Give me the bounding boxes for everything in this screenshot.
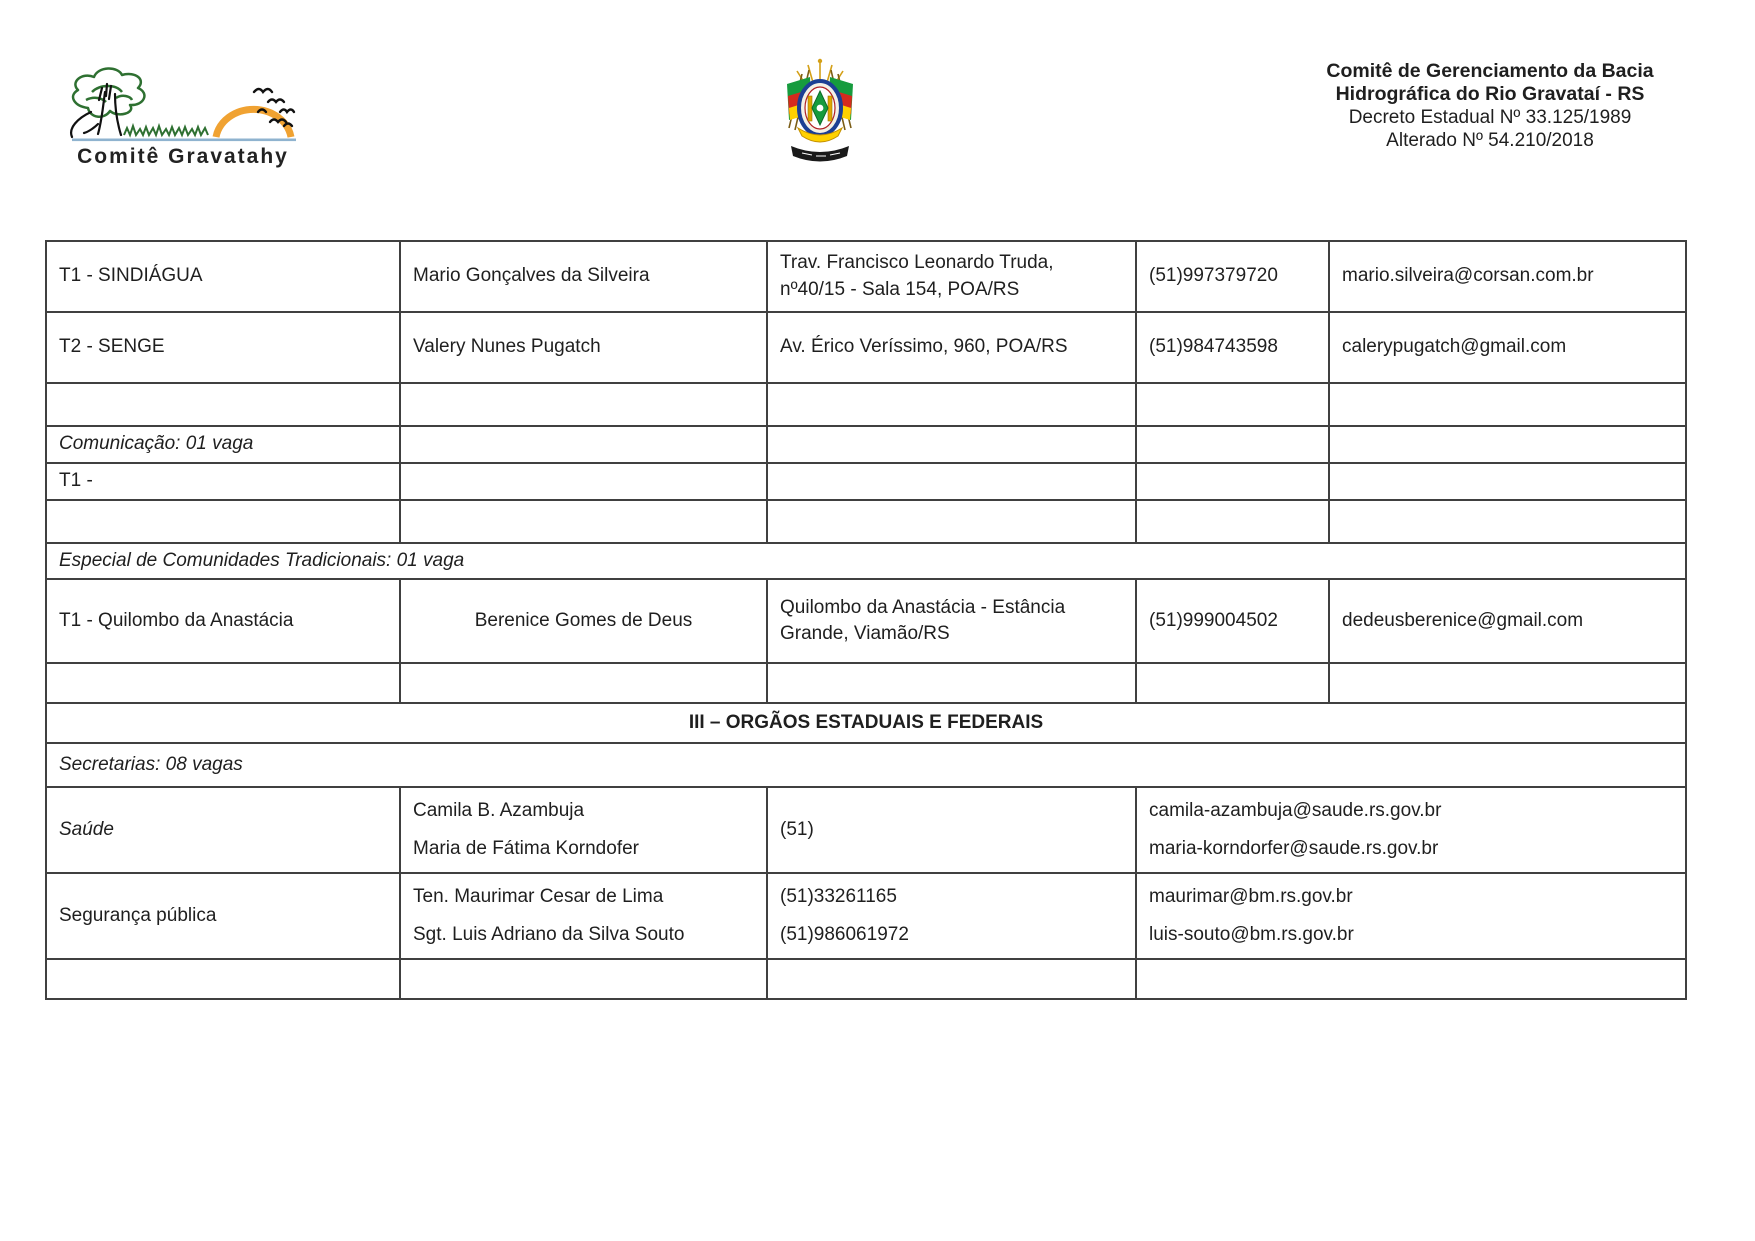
empty-cell (767, 383, 1136, 426)
cell-emails (1136, 787, 1686, 873)
representative-name: Camila B. Azambuja (413, 800, 585, 822)
empty-cell (1136, 426, 1329, 463)
members-table (45, 240, 1687, 1000)
empty-cell (46, 383, 400, 426)
phone-number: (51)986061972 (780, 924, 909, 946)
table-row (46, 426, 1686, 463)
empty-cell (1329, 426, 1686, 463)
cell-address: Av. Érico Veríssimo, 960, POA/RS (767, 312, 1136, 383)
empty-cell (400, 426, 767, 463)
table-row-empty (46, 959, 1686, 999)
cell-representative: Mario Gonçalves da Silveira (400, 241, 767, 312)
logo-illustration-icon (58, 66, 308, 144)
table-row (46, 579, 1686, 663)
empty-cell (400, 959, 767, 999)
cell-phone: (51)997379720 (1136, 241, 1329, 312)
empty-cell (1329, 463, 1686, 500)
empty-cell (1329, 663, 1686, 703)
cell-entity: T1 - (46, 463, 400, 500)
table-row-empty (46, 663, 1686, 703)
empty-cell (1329, 383, 1686, 426)
phone-number: (51)33261165 (780, 886, 897, 908)
org-title-line1: Comitê de Gerenciamento da Bacia (1326, 60, 1654, 82)
email-address: maurimar@bm.rs.gov.br (1149, 886, 1353, 908)
table-row-section (46, 703, 1686, 743)
cell-entity: T1 - SINDIÁGUA (46, 241, 400, 312)
cell-representative: Berenice Gomes de Deus (400, 579, 767, 663)
representative-name: Sgt. Luis Adriano da Silva Souto (413, 924, 685, 946)
cell-phones (767, 873, 1136, 959)
cell-representative: Valery Nunes Pugatch (400, 312, 767, 383)
org-decree: Decreto Estadual Nº 33.125/1989 (1348, 107, 1632, 128)
email-address: maria-korndorfer@saude.rs.gov.br (1149, 838, 1439, 860)
empty-cell (767, 663, 1136, 703)
empty-cell (767, 959, 1136, 999)
cell-category-label: Comunicação: 01 vaga (46, 426, 400, 463)
table-row (46, 787, 1686, 873)
cell-phone: (51)999004502 (1136, 579, 1329, 663)
cell-email: dedeusberenice@gmail.com (1329, 579, 1686, 663)
comite-gravatahy-logo (58, 66, 310, 169)
cell-entity: T2 - SENGE (46, 312, 400, 383)
empty-cell (767, 463, 1136, 500)
cell-phone: (51)984743598 (1136, 312, 1329, 383)
section-title-cell: III – ORGÃOS ESTADUAIS E FEDERAIS (46, 703, 1686, 743)
representative-name: Ten. Maurimar Cesar de Lima (413, 886, 664, 908)
cell-emails (1136, 873, 1686, 959)
empty-cell (1136, 500, 1329, 543)
section-label-cell: Secretarias: 08 vagas (46, 743, 1686, 787)
table-row-section (46, 543, 1686, 580)
empty-cell (1136, 663, 1329, 703)
table-row (46, 312, 1686, 383)
empty-cell (400, 663, 767, 703)
logo-text: Comitê Gravatahy (77, 145, 289, 168)
representative-name: Maria de Fátima Korndofer (413, 838, 639, 860)
rs-coat-of-arms-icon (780, 56, 860, 168)
empty-cell (1136, 463, 1329, 500)
section-label-cell: Especial de Comunidades Tradicionais: 01 vaga (46, 543, 1686, 580)
email-address: camila-azambuja@saude.rs.gov.br (1149, 800, 1442, 822)
empty-cell (1329, 500, 1686, 543)
empty-cell (46, 663, 400, 703)
table-row-empty (46, 383, 1686, 426)
cell-representatives (400, 873, 767, 959)
table-row (46, 463, 1686, 500)
email-address: luis-souto@bm.rs.gov.br (1149, 924, 1354, 946)
table-row-section (46, 743, 1686, 787)
org-title-line2: Hidrográfica do Rio Gravataí - RS (1335, 83, 1645, 105)
empty-cell (46, 959, 400, 999)
cell-address: Trav. Francisco Leonardo Truda, nº40/15 - Sala 154, POA/RS (767, 241, 1136, 312)
cell-email: mario.silveira@corsan.com.br (1329, 241, 1686, 312)
cell-address: Quilombo da Anastácia - Estância Grande, Viamão/RS (767, 579, 1136, 663)
cell-representatives (400, 787, 767, 873)
cell-phone: (51) (767, 787, 1136, 873)
empty-cell (1136, 959, 1686, 999)
org-amended: Alterado Nº 54.210/2018 (1386, 130, 1594, 151)
empty-cell (400, 383, 767, 426)
cell-entity: T1 - Quilombo da Anastácia (46, 579, 400, 663)
empty-cell (767, 426, 1136, 463)
table-row-empty (46, 500, 1686, 543)
empty-cell (767, 500, 1136, 543)
org-header (1315, 60, 1665, 152)
empty-cell (46, 500, 400, 543)
empty-cell (400, 500, 767, 543)
empty-cell (1136, 383, 1329, 426)
cell-email: calerypugatch@gmail.com (1329, 312, 1686, 383)
empty-cell (400, 463, 767, 500)
table-row (46, 873, 1686, 959)
table-row (46, 241, 1686, 312)
cell-category-label: Saúde (46, 787, 400, 873)
cell-category-label: Segurança pública (46, 873, 400, 959)
